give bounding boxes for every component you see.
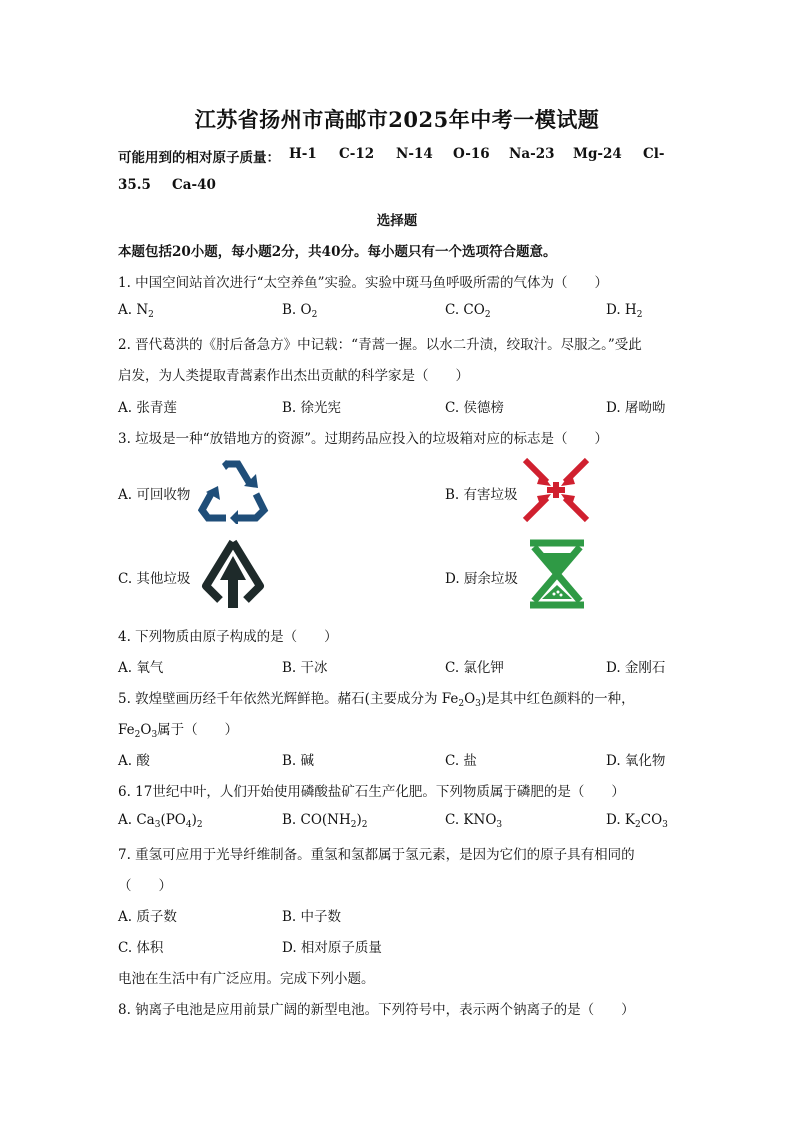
question-1-stem: 1. 中国空间站首次进行“太空养鱼”实验。实验中斑马鱼呼吸所需的气体为（ ）	[118, 275, 608, 291]
q4-option-b[interactable]: B. 干冰	[282, 660, 328, 676]
q4-option-d[interactable]: D. 金刚石	[606, 660, 666, 676]
hazardous-waste-icon	[521, 456, 591, 524]
q4-option-c[interactable]: C. 氯化钾	[445, 660, 504, 676]
atomic-mass-ca: Ca-40	[172, 177, 216, 193]
q2-option-a[interactable]: A. 张青莲	[118, 400, 177, 416]
q1-option-d[interactable]: D. $H_2$	[606, 302, 643, 320]
question-6-stem: 6. 17世纪中叶，人们开始使用磷酸盐矿石生产化肥。下列物质属于磷肥的是（ ）	[118, 784, 625, 800]
q6-option-a[interactable]: A. $Ca_3(PO_4)_2$	[118, 812, 203, 830]
q1-option-c[interactable]: C. $CO_2$	[445, 302, 491, 320]
question-5-stem-line1: 5. 敦煌壁画历经千年依然光辉鲜艳。赭石(主要成分为 $Fe_2O_3$)是其中红色颜料的一种，	[118, 691, 635, 709]
q7-option-c[interactable]: C. 体积	[118, 940, 164, 956]
q7-option-b[interactable]: B. 中子数	[282, 909, 342, 925]
q4-option-a[interactable]: A. 氧气	[118, 660, 164, 676]
other-waste-icon	[198, 536, 268, 612]
q3-option-d[interactable]: D. 厨余垃圾	[445, 571, 518, 587]
q7-option-d[interactable]: D. 相对原子质量	[282, 940, 382, 956]
atomic-mass-n: N-14	[396, 146, 433, 162]
section-title: 选择题	[376, 213, 418, 229]
question-3-stem: 3. 垃圾是一种“放错地方的资源”。过期药品应投入的垃圾箱对应的标志是（ ）	[118, 431, 608, 447]
question-7-stem-line2: （ ）	[118, 878, 172, 894]
battery-intro: 电池在生活中有广泛应用。完成下列小题。	[118, 971, 375, 987]
atomic-mass-mg: Mg-24	[573, 146, 622, 162]
q2-option-b[interactable]: B. 徐光宪	[282, 400, 342, 416]
question-4-stem: 4. 下列物质由原子构成的是（ ）	[118, 629, 338, 645]
instructions: 本题包括20小题，每小题2分，共40分。每小题只有一个选项符合题意。	[118, 244, 557, 260]
q3-option-c[interactable]: C. 其他垃圾	[118, 571, 191, 587]
atomic-mass-na: Na-23	[509, 146, 555, 162]
q1-option-b[interactable]: B. $O_2$	[282, 302, 318, 320]
q5-option-b[interactable]: B. 碱	[282, 753, 315, 769]
q6-option-d[interactable]: D. $K_2CO_3$	[606, 812, 668, 830]
atomic-mass-h: H-1	[289, 146, 317, 162]
kitchen-waste-icon	[524, 537, 590, 611]
q5-option-a[interactable]: A. 酸	[118, 753, 150, 769]
atomic-mass-label: 可能用到的相对原子质量：	[118, 150, 280, 166]
q3-option-b[interactable]: B. 有害垃圾	[445, 487, 518, 503]
question-7-stem-line1: 7. 重氢可应用于光导纤维制备。重氢和氢都属于氢元素，是因为它们的原子具有相同的	[118, 847, 635, 863]
recycle-icon	[198, 456, 270, 524]
question-5-stem-line2: $Fe_2O_3$属于（ ）	[118, 722, 239, 740]
q6-option-b[interactable]: B. $CO(NH_2)_2$	[282, 812, 368, 830]
atomic-mass-cl-value: 35.5	[118, 177, 151, 193]
question-8-stem: 8. 钠离子电池是应用前景广阔的新型电池。下列符号中，表示两个钠离子的是（ ）	[118, 1002, 635, 1018]
atomic-mass-cl: Cl-	[643, 146, 665, 162]
atomic-mass-c: C-12	[339, 146, 375, 162]
atomic-mass-o: O-16	[453, 146, 490, 162]
q3-option-a[interactable]: A. 可回收物	[118, 487, 191, 503]
q5-option-c[interactable]: C. 盐	[445, 753, 477, 769]
question-2-stem-line2: 启发，为人类提取青蒿素作出杰出贡献的科学家是（ ）	[118, 368, 469, 384]
question-2-stem-line1: 2. 晋代葛洪的《肘后备急方》中记载：“青蒿一握。以水二升渍，绞取汁。尽服之。”受此	[118, 337, 642, 353]
q6-option-c[interactable]: C. $KNO_3$	[445, 812, 503, 830]
q2-option-c[interactable]: C. 侯德榜	[445, 400, 504, 416]
q1-option-a[interactable]: A. $N_2$	[118, 302, 154, 320]
q5-option-d[interactable]: D. 氧化物	[606, 753, 666, 769]
page-title: 江苏省扬州市高邮市2025年中考一模试题	[194, 107, 600, 132]
q2-option-d[interactable]: D. 屠呦呦	[606, 400, 666, 416]
q7-option-a[interactable]: A. 质子数	[118, 909, 177, 925]
